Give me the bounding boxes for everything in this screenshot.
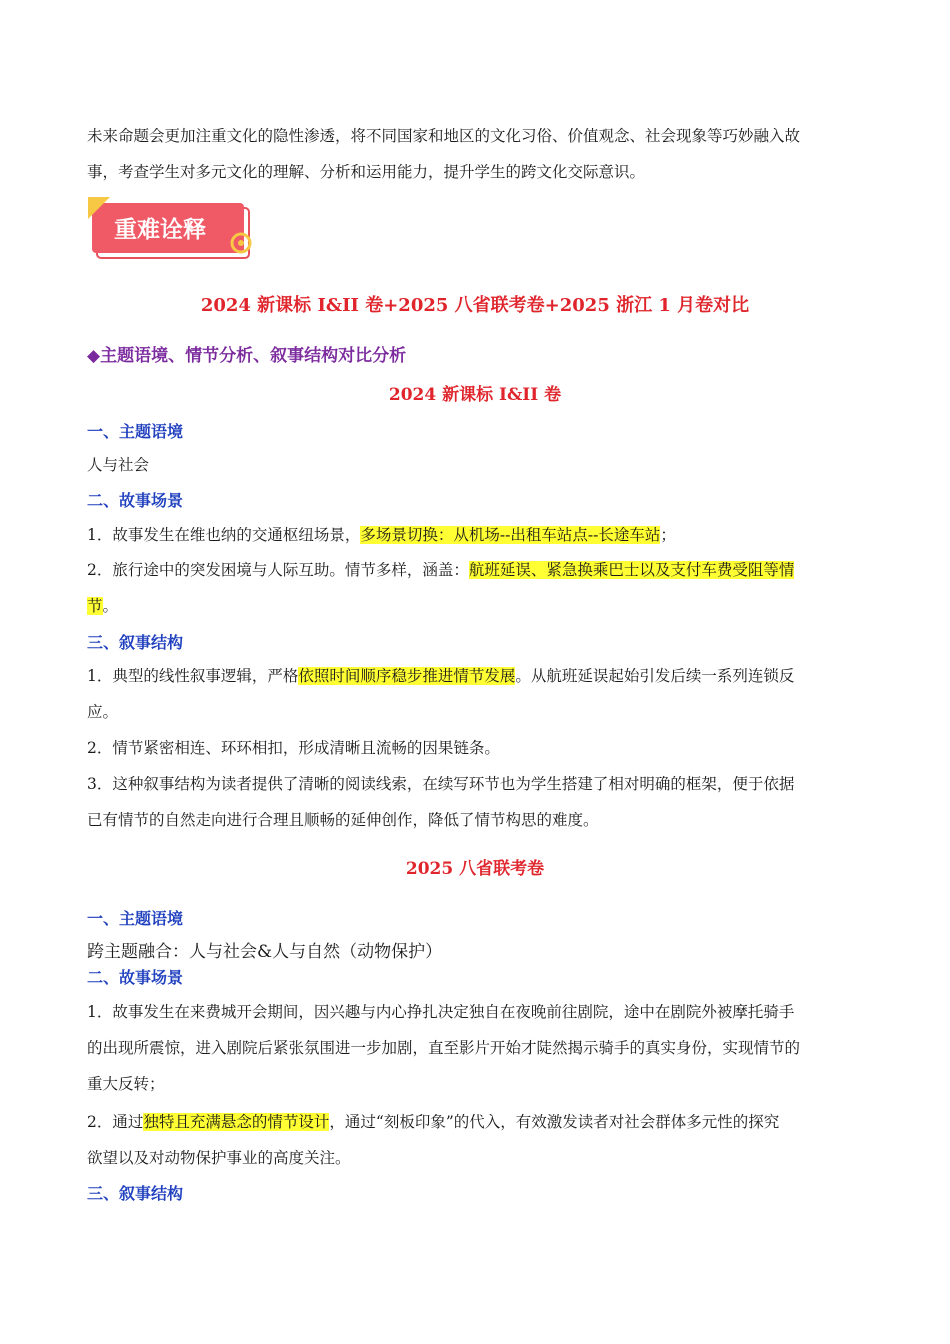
section-2025-title: 2025 八省联考卷 (405, 859, 545, 879)
section-2025-heading-structure: 三、叙事结构 (87, 1184, 184, 1203)
section-2024-heading-theme: 一、主题语境 (87, 422, 184, 441)
section-2025-theme: 跨主题融合：人与社会&人与自然（动物保护） (87, 942, 443, 962)
highlight: 节 (87, 597, 103, 615)
highlight: 独特且充满悬念的情节设计 (143, 1113, 330, 1131)
badge-label: 重难诠释 (114, 217, 206, 243)
intro-line-1: 未来命题会更加注重文化的隐性渗透，将不同国家和地区的文化习俗、价值观念、社会现象等巧妙融入故 (87, 127, 801, 145)
section-2024-heading-structure: 三、叙事结构 (87, 633, 184, 652)
section-2025-scene-2: 2．通过独特且充满悬念的情节设计，通过“刻板印象”的代入，有效激发读者对社会群体多元性的探究 欲望以及对动物保护事业的高度关注。 (87, 1113, 780, 1167)
key-points-badge (88, 197, 258, 263)
intro-paragraph (87, 118, 867, 190)
section-2024-structure-2: 2．情节紧密相连、环环相扣，形成清晰且流畅的因果链条。 (87, 739, 500, 757)
section-2024-structure-1: 1．典型的线性叙事逻辑，严格依照时间顺序稳步推进情节发展。从航班延误起始引发后续一系列连锁反 应。 (87, 667, 795, 721)
comparison-title: 2024 新课标 I&II 卷+2025 八省联考卷+2025 浙江 1 月卷对比 (200, 295, 750, 316)
analysis-subtitle: ◆主题语境、情节分析、叙事结构对比分析 (87, 346, 407, 366)
intro-line-2: 事，考查学生对多元文化的理解、分析和运用能力，提升学生的跨文化交际意识。 (87, 163, 646, 181)
section-2025-heading-scene: 二、故事场景 (87, 968, 184, 987)
highlight: 依照时间顺序稳步推进情节发展 (298, 667, 516, 685)
highlight: 航班延误、紧急换乘巴士以及支付车费受阻等情 (468, 561, 795, 579)
badge-graphic (88, 197, 258, 263)
section-2025-scene-1: 1．故事发生在来费城开会期间，因兴趣与内心挣扎决定独自在夜晚前往剧院，途中在剧院外被摩托骑手 的出现所震惊，进入剧院后紧张氛围进一步加剧，直至影片开始才陡然揭示骑手的真实身份，实现情节的 重大反转； (87, 1003, 801, 1093)
section-2024-theme: 人与社会 (87, 456, 150, 474)
highlight: 多场景切换：从机场--出租车站点--长途车站 (360, 526, 661, 544)
section-2025-heading-theme: 一、主题语境 (87, 909, 184, 928)
section-2024-heading-scene: 二、故事场景 (87, 491, 184, 510)
section-2024-structure-3: 3．这种叙事结构为读者提供了清晰的阅读线索，在续写环节也为学生搭建了相对明确的框架，便于依据 已有情节的自然走向进行合理且顺畅的延伸创作，降低了情节构思的难度。 (87, 775, 795, 829)
section-2024-scene-1: 1．故事发生在维也纳的交通枢纽场景，多场景切换：从机场--出租车站点--长途车站； (87, 526, 676, 544)
section-2024-scene-2: 2．旅行途中的突发困境与人际互助。情节多样，涵盖：航班延误、紧急换乘巴士以及支付车费受阻等情 节。 (87, 561, 795, 615)
section-2024-title: 2024 新课标 I&II 卷 (388, 385, 562, 405)
